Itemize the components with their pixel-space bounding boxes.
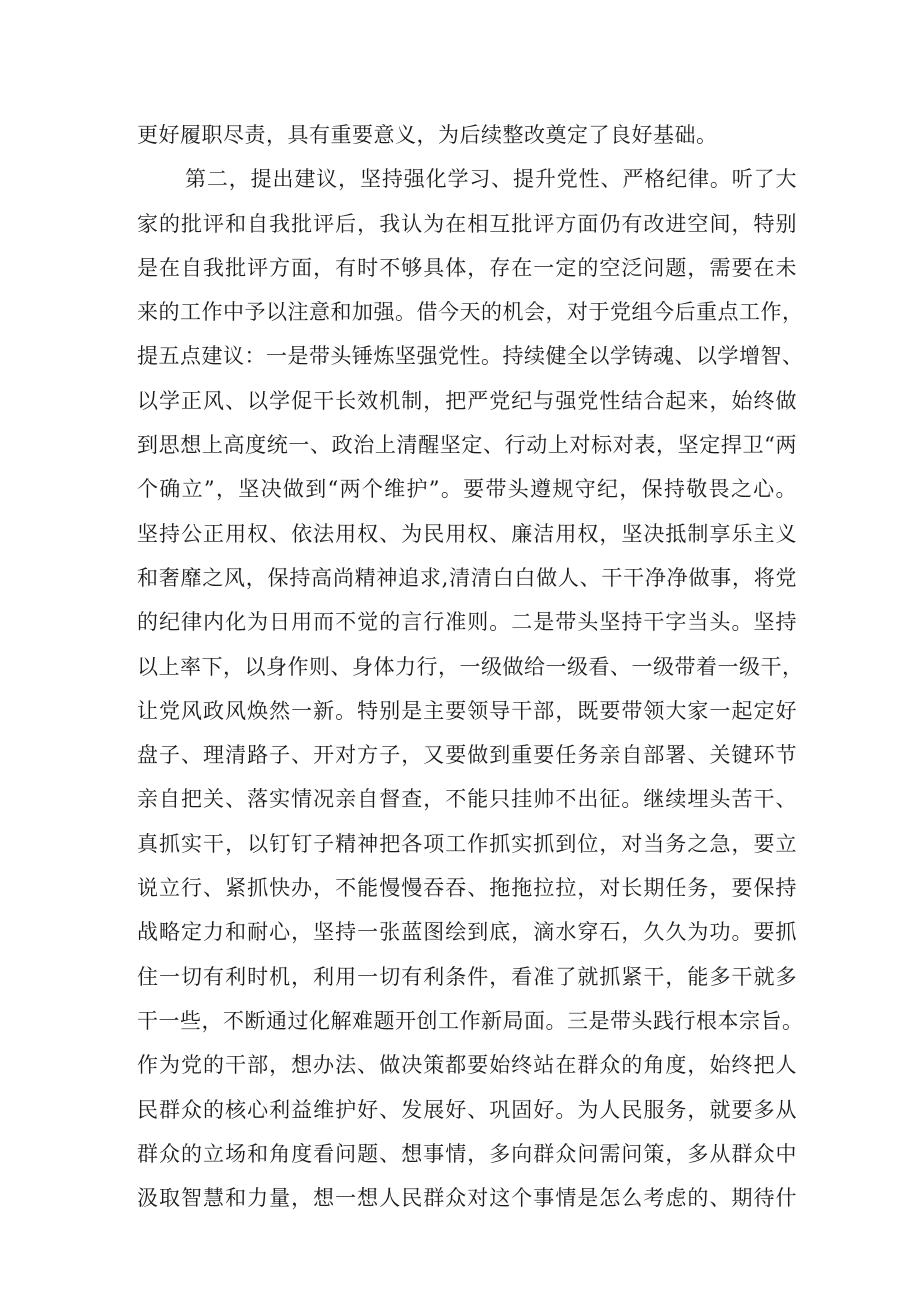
text-line: 让党风政风焕然一新。特别是主要领导干部，既要带领大家一起定好 — [137, 698, 797, 723]
text-line: 的纪律内化为日用而不觉的言行准则。二是带头坚持干字当头。坚持 — [137, 610, 797, 635]
text-line: 和奢靡之风，保持高尚精神追求,清清白白做人、干干净净做事，将党 — [137, 565, 797, 590]
text-line: 作为党的干部，想办法、做决策都要始终站在群众的角度，始终把人 — [137, 1053, 797, 1078]
text-line: 亲自把关、落实情况亲自督查，不能只挂帅不出征。继续埋头苦干、 — [137, 787, 797, 812]
text-line: 战略定力和耐心，坚持一张蓝图绘到底，滴水穿石，久久为功。要抓 — [137, 920, 797, 945]
text-line: 个确立”，坚决做到“两个维护”。要带头遵规守纪，保持敬畏之心。 — [137, 477, 797, 502]
text-line: 坚持公正用权、依法用权、为民用权、廉洁用权，坚决抵制享乐主义 — [137, 521, 797, 546]
text-line: 来的工作中予以注意和加强。借今天的机会，对于党组今后重点工作， — [137, 300, 804, 325]
text-line: 是在自我批评方面，有时不够具体，存在一定的空泛问题，需要在未 — [137, 255, 797, 280]
text-line: 以学正风、以学促干长效机制，把严党纪与强党性结合起来，始终做 — [137, 388, 797, 413]
text-line: 到思想上高度统一、政治上清醒坚定、行动上对标对表，坚定捍卫“两 — [137, 433, 797, 458]
text-line: 更好履职尽责，具有重要意义，为后续整改奠定了良好基础。 — [137, 123, 718, 147]
text-line: 提五点建议：一是带头锤炼坚强党性。持续健全以学铸魂、以学增智、 — [137, 344, 804, 369]
text-line: 真抓实干，以钉钉子精神把各项工作抓实抓到位，对当务之急，要立 — [137, 831, 797, 856]
text-line: 群众的立场和角度看问题、想事情，多向群众问需问策，多从群众中 — [137, 1141, 797, 1166]
text-line: 盘子、理清路子、开对方子，又要做到重要任务亲自部署、关键环节 — [137, 743, 797, 768]
text-line: 家的批评和自我批评后，我认为在相互批评方面仍有改进空间，特别 — [137, 211, 797, 236]
text-line: 说立行、紧抓快办，不能慢慢吞吞、拖拖拉拉，对长期任务，要保持 — [137, 876, 797, 901]
body-text — [137, 113, 804, 1220]
text-line: 民群众的核心利益维护好、发展好、巩固好。为人民服务，就要多从 — [137, 1097, 797, 1122]
paragraph-start-line: 第二，提出建议，坚持强化学习、提升党性、严格纪律。听了大 — [185, 167, 797, 192]
text-line: 干一些，不断通过化解难题开创工作新局面。三是带头践行根本宗旨。 — [137, 1008, 804, 1033]
text-line: 汲取智慧和力量，想一想人民群众对这个事情是怎么考虑的、期待什 — [137, 1186, 797, 1211]
text-line: 住一切有利时机，利用一切有利条件，看准了就抓紧干，能多干就多 — [137, 964, 797, 989]
text-line: 以上率下，以身作则、身体力行，一级做给一级看、一级带着一级干， — [137, 654, 804, 679]
